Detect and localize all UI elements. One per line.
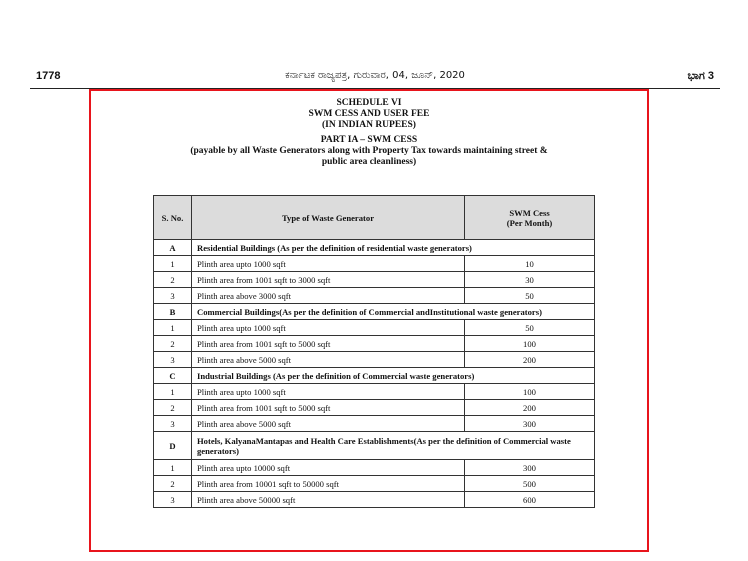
row-cess: 300 (465, 416, 595, 432)
header-sno: S. No. (154, 196, 192, 240)
row-cess: 500 (465, 476, 595, 492)
part-label: ಭಾಗ 3 (687, 70, 714, 82)
row-cess: 100 (465, 384, 595, 400)
row-description: Plinth area from 1001 sqft to 3000 sqft (192, 272, 465, 288)
row-sno: 3 (154, 352, 192, 368)
table-row (154, 256, 595, 272)
category-code: C (154, 368, 192, 384)
category-row (154, 240, 595, 256)
page-header (30, 68, 720, 88)
row-description: Plinth area above 3000 sqft (192, 288, 465, 304)
category-row (154, 368, 595, 384)
row-cess: 200 (465, 352, 595, 368)
row-sno: 2 (154, 476, 192, 492)
table-row (154, 400, 595, 416)
schedule-titles (89, 98, 649, 168)
row-sno: 3 (154, 288, 192, 304)
table-header-row (154, 196, 595, 240)
header-cess-line1: SWM Cess (509, 207, 550, 218)
row-cess: 50 (465, 320, 595, 336)
category-title: Industrial Buildings (As per the definition of Commercial waste generators) (192, 368, 595, 384)
row-sno: 1 (154, 256, 192, 272)
schedule-subtitle: SWM CESS AND USER FEE (308, 109, 430, 119)
row-sno: 2 (154, 272, 192, 288)
row-sno: 1 (154, 384, 192, 400)
table-row (154, 460, 595, 476)
row-sno: 3 (154, 492, 192, 508)
row-sno: 2 (154, 336, 192, 352)
header-cess (465, 196, 595, 240)
category-title: Residential Buildings (As per the definition of residential waste generators) (192, 240, 595, 256)
row-description: Plinth area upto 10000 sqft (192, 460, 465, 476)
category-title: Commercial Buildings(As per the definition of Commercial andInstitutional waste generators) (192, 304, 595, 320)
header-cess-line2: (Per Month) (506, 217, 553, 228)
row-description: Plinth area above 5000 sqft (192, 352, 465, 368)
category-code: A (154, 240, 192, 256)
row-cess: 200 (465, 400, 595, 416)
row-description: Plinth area upto 1000 sqft (192, 320, 465, 336)
row-description: Plinth area from 10001 sqft to 50000 sqft (192, 476, 465, 492)
row-sno: 1 (154, 320, 192, 336)
swm-cess-table (153, 195, 595, 508)
row-cess: 30 (465, 272, 595, 288)
part-subtitle: (payable by all Waste Generators along with Property Tax towards maintaining street & public area cleanliness) (190, 146, 548, 167)
row-sno: 2 (154, 400, 192, 416)
row-cess: 50 (465, 288, 595, 304)
row-cess: 600 (465, 492, 595, 508)
row-description: Plinth area from 1001 sqft to 5000 sqft (192, 336, 465, 352)
table-row (154, 320, 595, 336)
table-row (154, 336, 595, 352)
category-code: D (154, 432, 192, 460)
category-title: Hotels, KalyanaMantapas and Health Care Establishments(As per the definition of Commercial waste generators) (192, 432, 595, 460)
row-cess: 100 (465, 336, 595, 352)
table-row (154, 476, 595, 492)
header-type: Type of Waste Generator (192, 196, 465, 240)
category-row (154, 304, 595, 320)
table-row (154, 352, 595, 368)
category-row (154, 432, 595, 460)
part-title: PART IA – SWM CESS (320, 135, 418, 145)
row-sno: 3 (154, 416, 192, 432)
row-description: Plinth area upto 1000 sqft (192, 384, 465, 400)
row-description: Plinth area above 5000 sqft (192, 416, 465, 432)
row-description: Plinth area above 50000 sqft (192, 492, 465, 508)
table-row (154, 492, 595, 508)
table-row (154, 272, 595, 288)
row-description: Plinth area upto 1000 sqft (192, 256, 465, 272)
table-row (154, 384, 595, 400)
schedule-title: SCHEDULE VI (336, 98, 402, 108)
page-number: 1778 (36, 70, 61, 82)
gazette-line: ಕರ್ನಾಟಕ ರಾಜ್ಯಪತ್ರ, ಗುರುವಾರ, 04, ಜೂನ್, 2020 (285, 70, 465, 81)
table-body (154, 240, 595, 508)
category-code: B (154, 304, 192, 320)
row-description: Plinth area from 1001 sqft to 5000 sqft (192, 400, 465, 416)
table-row (154, 288, 595, 304)
currency-note: (IN INDIAN RUPEES) (322, 120, 416, 130)
row-cess: 10 (465, 256, 595, 272)
row-sno: 1 (154, 460, 192, 476)
row-cess: 300 (465, 460, 595, 476)
table-row (154, 416, 595, 432)
